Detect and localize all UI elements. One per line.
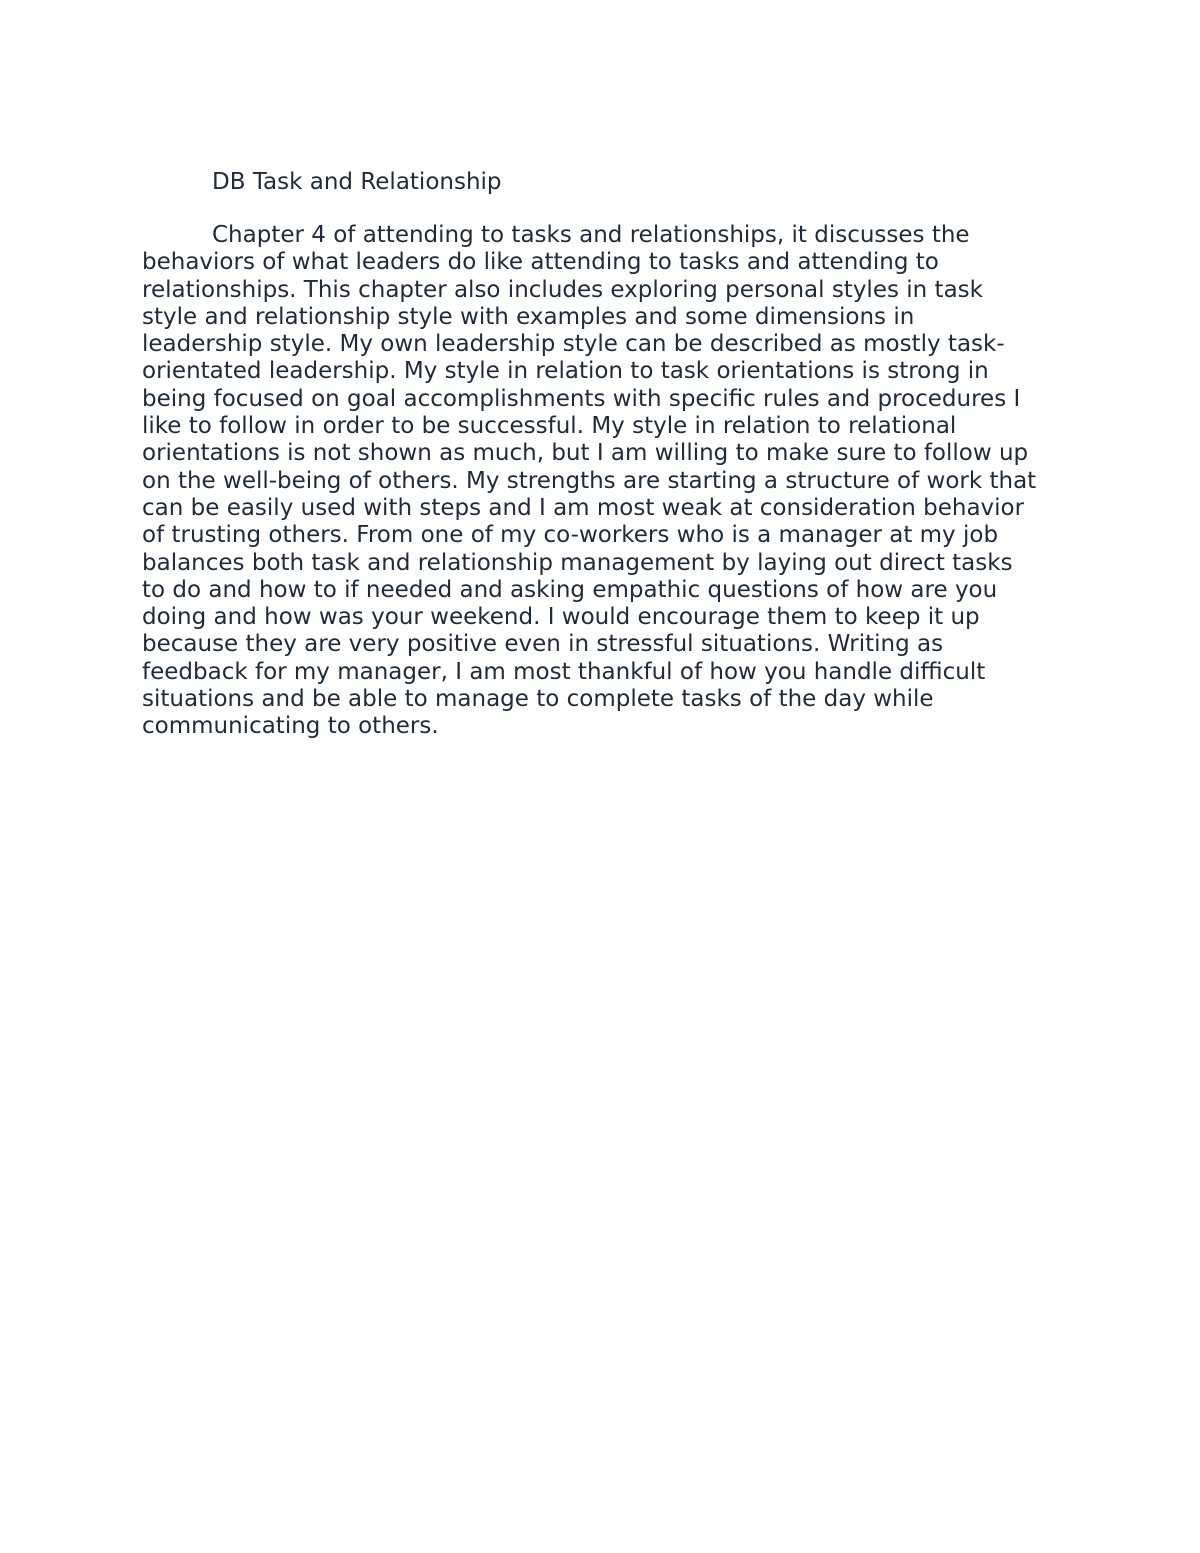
paragraph-line: feedback for my manager, I am most thankful of how you handle difficult — [142, 658, 986, 685]
paragraph-line: leadership style. My own leadership style can be described as mostly task- — [142, 331, 1005, 358]
paragraph-line: situations and be able to manage to complete tasks of the day while — [142, 686, 934, 713]
paragraph-line: to do and how to if needed and asking empathic questions of how are you — [142, 576, 998, 603]
paragraph-line: relationships. This chapter also includes exploring personal styles in task — [142, 276, 983, 303]
document-body — [142, 166, 1062, 741]
paragraph-line: like to follow in order to be successful. My style in relation to relational — [142, 413, 957, 440]
paragraph-line: doing and how was your weekend. I would encourage them to keep it up — [142, 604, 980, 631]
paragraph-line: orientations is not shown as much, but I am willing to make sure to follow up — [142, 440, 1029, 467]
paragraph-line: balances both task and relationship management by laying out direct tasks — [142, 549, 1013, 576]
paragraph-line: of trusting others. From one of my co-workers who is a manager at my job — [142, 522, 999, 549]
paragraph-line: can be easily used with steps and I am most weak at consideration behavior — [142, 494, 1025, 521]
document-title: DB Task and Relationship — [212, 169, 502, 195]
paragraph-line: being focused on goal accomplishments with specific rules and procedures I — [142, 385, 1021, 412]
paragraph-line: communicating to others. — [142, 713, 439, 740]
paragraph-line: because they are very positive even in stressful situations. Writing as — [142, 631, 944, 658]
paragraph-line: Chapter 4 of attending to tasks and relationships, it discusses the — [212, 222, 970, 248]
paragraph-line: orientated leadership. My style in relation to task orientations is strong in — [142, 358, 989, 385]
paragraph-line: behaviors of what leaders do like attending to tasks and attending to — [142, 249, 939, 276]
body-paragraph — [142, 222, 1062, 741]
paragraph-line: on the well-being of others. My strengths are starting a structure of work that — [142, 467, 1037, 494]
paragraph-line: style and relationship style with examples and some dimensions in — [142, 303, 915, 330]
